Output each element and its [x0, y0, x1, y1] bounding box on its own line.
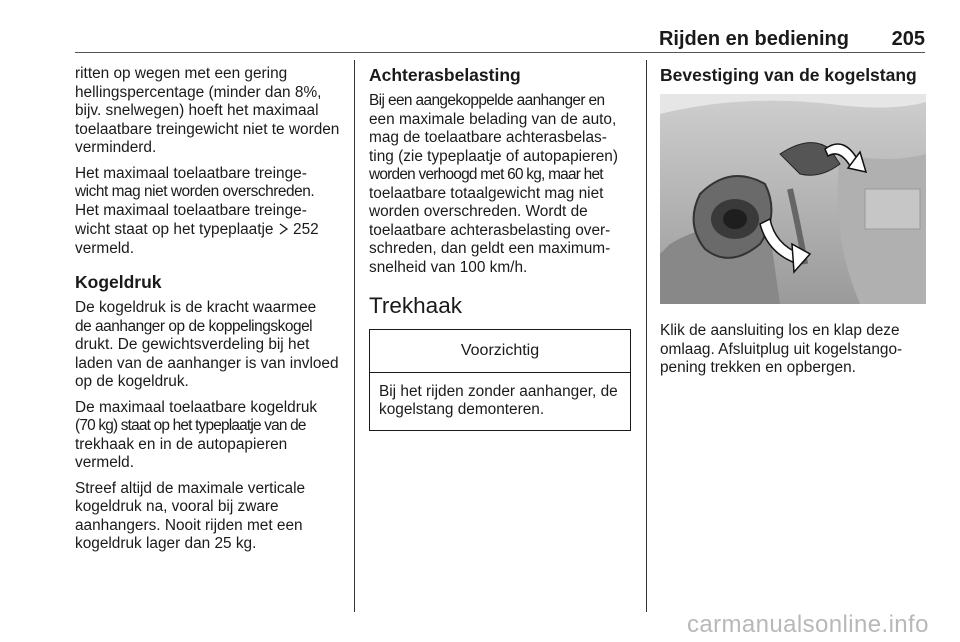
running-title: Rijden en bediening — [658, 28, 849, 50]
column-divider — [646, 60, 647, 612]
page-number: 205 — [891, 28, 925, 50]
paragraph: Streef altijd de maximale verticale kogeldruk na, vooral bij zware aanhangers. Nooit rijden met een kogeldruk lager dan 25 kg. — [75, 479, 306, 552]
section-heading: Bevestiging van de kogelstang — [660, 65, 917, 85]
text-line: toelaatbare totaalgewicht mag niet worden overschreden. Wordt de toelaatbare achterasbelasting over- schreden, dan geldt een maximum- snelheid van 100 km/h. — [369, 184, 611, 276]
towbar-illustration — [660, 94, 926, 304]
text-line: De maximaal toelaatbare kogeldruk — [75, 398, 318, 416]
paragraph: Klik de aansluiting los en klap deze omlaag. Afsluitplug uit kogelstango- pening trekken en opbergen. — [660, 322, 903, 376]
text-line: een maximale belading van de auto, mag de toelaatbare achterasbelas- ting (zie typeplaatje of autopapieren) — [369, 110, 618, 165]
text-line: Het maximaal toelaatbare treinge- — [75, 164, 307, 182]
watermark: carmanualsonline.info — [687, 611, 929, 638]
paragraph — [75, 399, 343, 473]
text-line: drukt. De gewichtsverdeling bij het laden van de aanhanger is van invloed op de kogeldruk. — [75, 336, 339, 390]
paragraph — [75, 299, 343, 392]
section-heading: Achterasbelasting — [369, 65, 521, 85]
towbar-illustration-svg — [660, 94, 926, 304]
header-rule — [75, 52, 925, 53]
section-heading: Kogeldruk — [75, 272, 162, 292]
text-line: (70 kg) staat op het typeplaatje van de — [75, 417, 306, 434]
caution-title: Voorzichtig — [370, 330, 630, 373]
text-line: De kogeldruk is de kracht waarmee — [75, 299, 317, 316]
text-line: wicht mag niet worden overschreden. — [75, 183, 315, 200]
text-line: Bij een aangekoppelde aanhanger en — [369, 92, 605, 109]
paragraph: ritten op wegen met een gering hellingspercentage (minder dan 8%, bijv. snelwegen) hoeft het maximaal toelaatbare treingewicht niet te worden verminderd. — [75, 65, 340, 156]
section-heading: Trekhaak — [369, 293, 462, 318]
paragraph — [75, 165, 343, 259]
caution-body: Bij het rijden zonder aanhanger, de kogelstang demonteren. — [379, 382, 618, 418]
caution-box — [369, 329, 631, 431]
column-left — [75, 65, 343, 561]
column-middle — [369, 65, 635, 431]
text-line: worden verhoogd met 60 kg, maar het — [369, 166, 603, 183]
column-divider — [354, 60, 355, 612]
paragraph — [369, 92, 635, 277]
text-line: de aanhanger op de koppelingskogel — [75, 317, 313, 335]
column-right — [660, 65, 926, 385]
reference-arrow-icon[interactable] — [278, 221, 289, 237]
page-reference[interactable]: 252 — [288, 221, 319, 238]
text-line: vermeld. — [75, 239, 135, 257]
text-line: Het maximaal toelaatbare treinge- wicht staat op het typeplaatje — [75, 201, 307, 238]
text-line: trekhaak en in de autopapieren vermeld. — [75, 435, 288, 471]
page-header — [75, 28, 925, 50]
